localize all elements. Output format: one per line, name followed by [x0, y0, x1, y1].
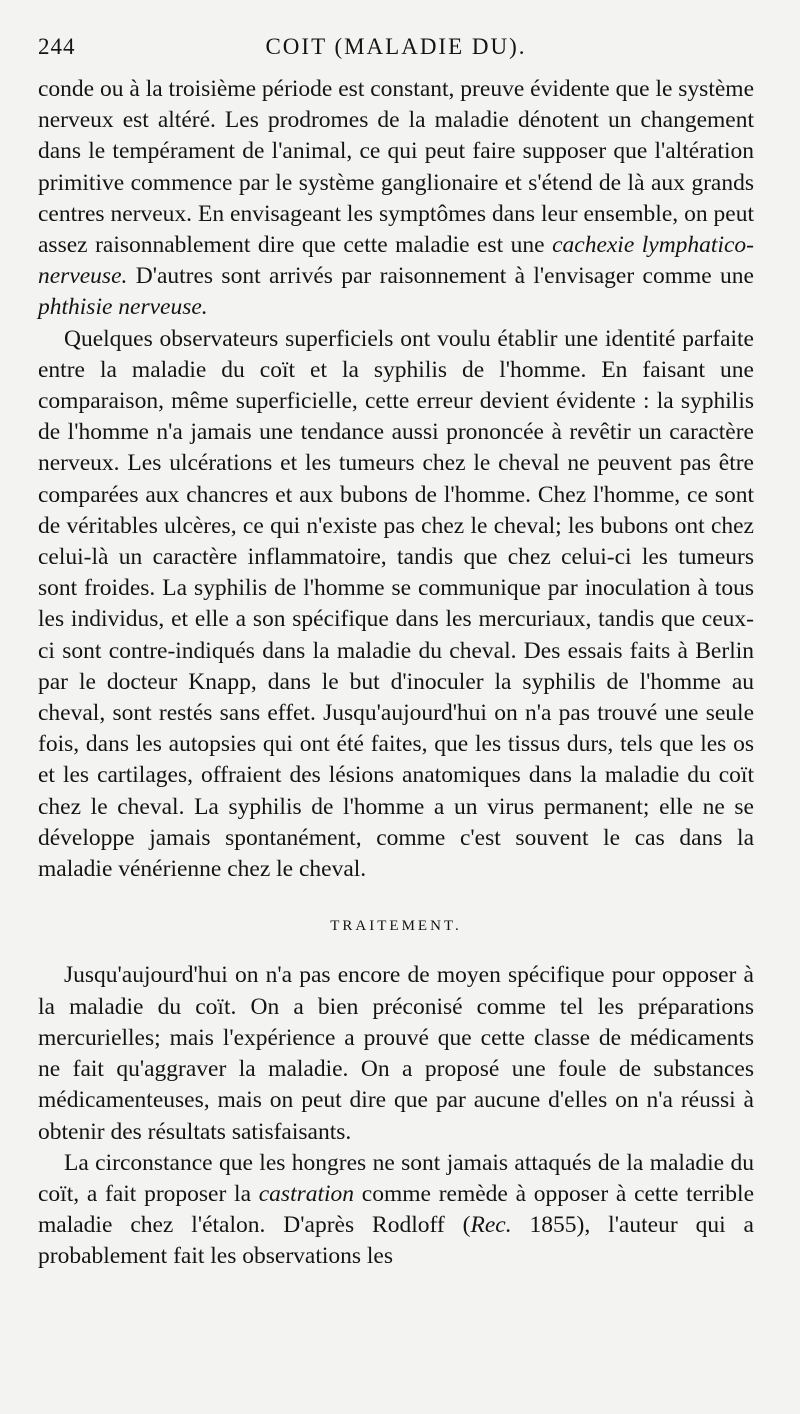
- paragraph-1-text-a: conde ou à la troisième période est constant, preuve évidente que le système nerveux est altéré. Les prodromes de la maladie dénotent un changement dans le tempérament de l'animal, ce qui peut faire supposer que l'altération primitive commence par le système ganglionaire et s'étend de là aux grands centres nerveux. En envisageant les symptômes dans leur ensemble, on peut assez raisonnablement dire que cette maladie est une: [38, 76, 754, 259]
- paragraph-1-italic-a: cachexie lymphatico-nerveuse.: [38, 232, 754, 290]
- paragraph-4-italic-b: Rec.: [470, 1212, 512, 1239]
- paragraph-1-italic-b: phthisie nerveuse.: [38, 294, 208, 321]
- paragraph-4-text-b: comme remède à opposer à cette terrible maladie chez l'étalon. D'après Rodloff (: [38, 1180, 755, 1239]
- paragraph-3: Jusqu'aujourd'hui on n'a pas encore de moyen spécifique pour opposer à la maladie du coït. On a bien préconisé comme tel les préparations mercurielles; mais l'expérience a prouvé que cette classe de médicaments ne fait qu'aggraver la maladie. On a proposé une foule de substances médicamenteuses, mais on peut dire que par aucune d'elles on n'a réussi à obtenir des résultats satisfaisants.: [38, 962, 754, 1145]
- paragraph-4-italic-a: castration: [258, 1180, 355, 1207]
- section-heading: TRAITEMENT.: [330, 918, 462, 935]
- paragraph-4-text-a: La circonstance que les hongres ne sont jamais attaqués de la maladie du coït, a fait proposer la: [38, 1149, 754, 1207]
- paragraph-4: [38, 1148, 754, 1273]
- paragraph-1-text-b: D'autres sont arrivés par raisonnement à l'envisager comme une: [127, 263, 754, 290]
- body-text: [38, 74, 754, 1273]
- running-head: [38, 28, 754, 64]
- paragraph-2: Quelques observateurs superficiels ont voulu établir une identité parfaite entre la maladie du coït et la syphilis de l'homme. En faisant une comparaison, même superficielle, cette erreur devient évidente : la syphilis de l'homme n'a jamais une tendance aussi prononcée à revêtir un caractère nerveux. Les ulcérations et les tumeurs chez le cheval ne peuvent pas être comparées aux chancres et aux bubons de l'homme. Chez l'homme, ce sont de véritables ulcères, ce qui n'existe pas chez le cheval; les bubons ont chez celui-là un caractère inflammatoire, tandis que chez celui-ci les tumeurs sont froides. La syphilis de l'homme se communique par inoculation à tous les individus, et elle a son spécifique dans les mercuriaux, tandis que ceux-ci sont contre-indiqués dans la maladie du cheval. Des essais faits à Berlin par le docteur Knapp, dans le but d'inoculer la syphilis de l'homme au cheval, sont restés sans effet. Jusqu'aujourd'hui on n'a pas trouvé une seule fois, dans les autopsies qui ont été faites, que les tissus durs, tels que les os et les cartilages, offraient des lésions anatomiques dans la maladie du coït chez le cheval. La syphilis de l'homme a un virus permanent; elle ne se développe jamais spontanément, comme c'est souvent le cas dans la maladie vénérienne chez le cheval.: [38, 325, 754, 883]
- paragraph-1: [38, 74, 754, 324]
- paragraph-4-text-c: 1855), l'auteur qui a probablement fait les observations les: [38, 1212, 754, 1270]
- running-title: COIT (MALADIE DU).: [265, 34, 527, 59]
- page-number: 244: [38, 34, 76, 59]
